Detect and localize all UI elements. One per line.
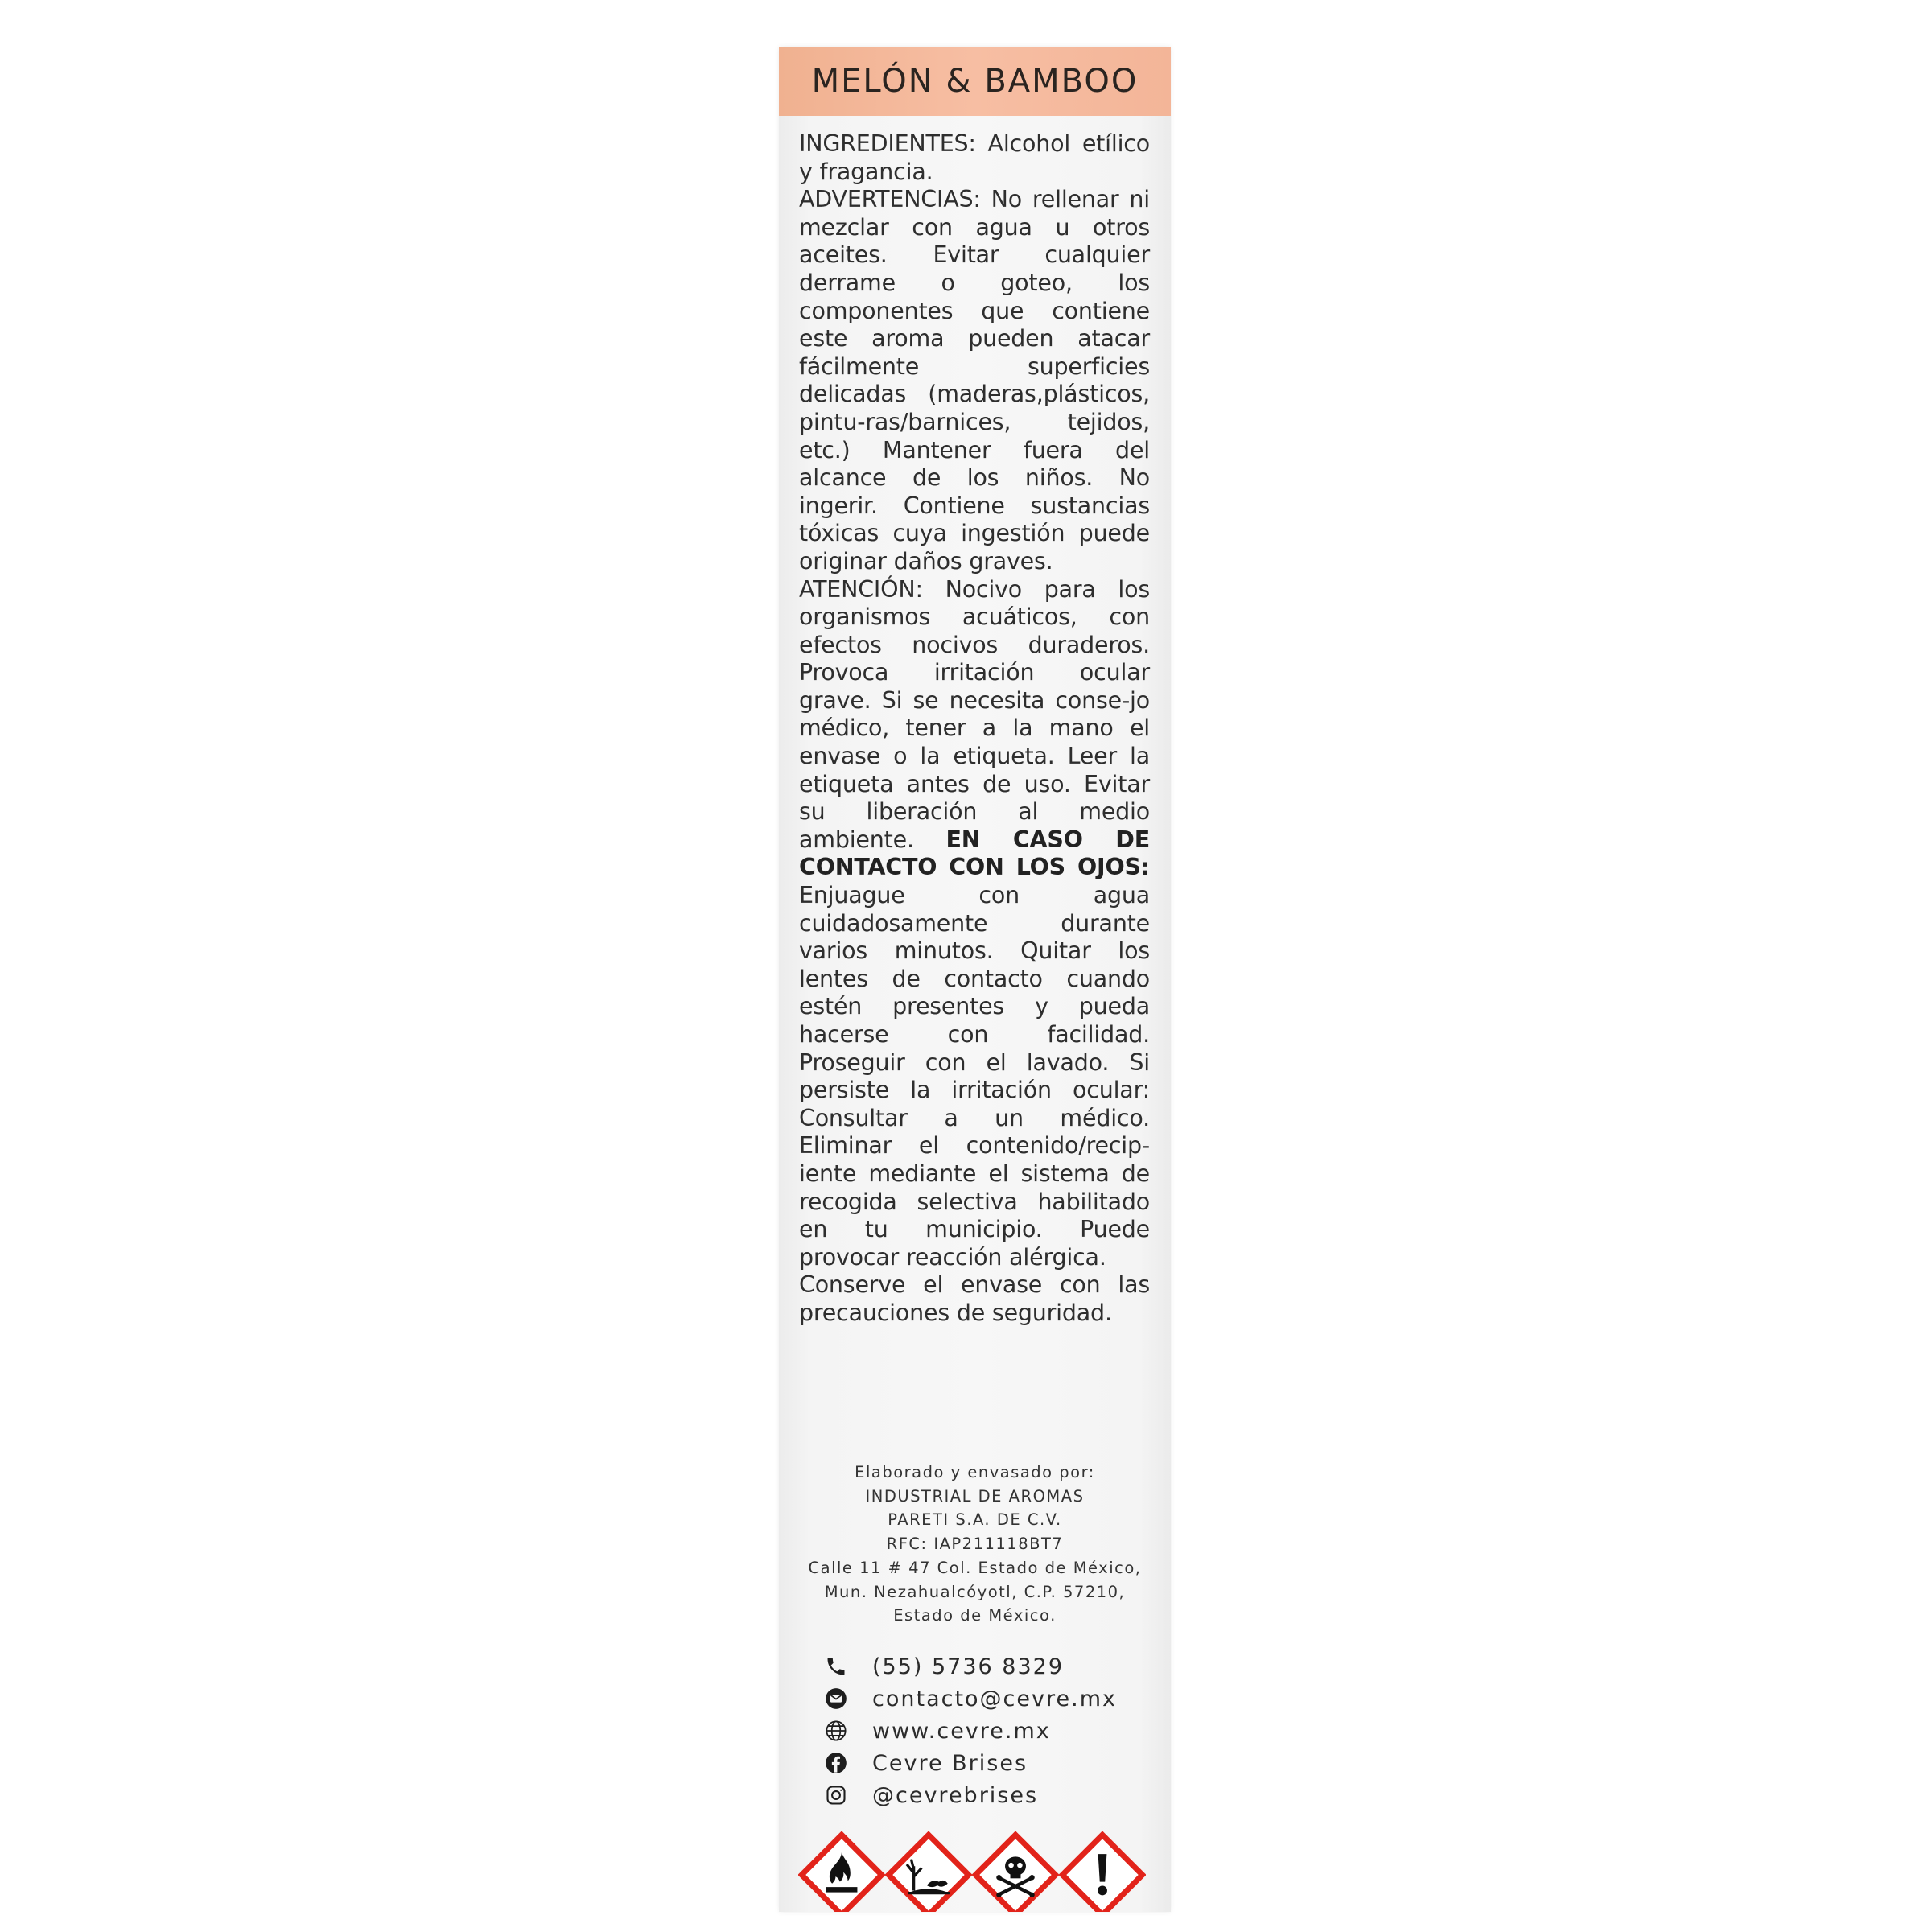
instagram-icon <box>824 1783 848 1807</box>
website-url: www.cevre.mx <box>872 1718 1051 1744</box>
facebook-icon <box>824 1751 848 1775</box>
manufacturer-info <box>779 1460 1171 1628</box>
email-address: contacto@cevre.mx <box>872 1686 1117 1712</box>
maker-line: INDUSTRIAL DE AROMAS <box>865 1486 1085 1506</box>
eyes-label: EN CASO DE CONTACTO CON LOS OJOS: <box>799 826 1150 881</box>
maker-line: Calle 11 # 47 Col. Estado de México, <box>808 1558 1142 1577</box>
contact-website <box>824 1715 1162 1747</box>
maker-line: Estado de México. <box>893 1606 1057 1625</box>
maker-line: RFC: IAP211118BT7 <box>886 1534 1064 1554</box>
ingredients-label: INGREDIENTES: <box>799 130 976 157</box>
email-icon <box>824 1687 848 1711</box>
flame-hazard-icon <box>798 1831 885 1912</box>
contact-phone <box>824 1650 1162 1683</box>
instagram-handle: @cevrebrises <box>872 1782 1039 1808</box>
warnings-label: ADVERTENCIAS: <box>799 186 981 213</box>
product-name-banner <box>779 47 1171 116</box>
eyes-text: Enjuague con agua cuidadosamente durante varios minutos. Quitar los lentes de contacto cuando estén presentes y pueda hacerse con facilidad. Proseguir con el lavado. Si persiste la irritación ocular: Consultar a un médico. Eliminar el contenido/recip-iente mediante el sistema de recogida selectiva habilitado en tu municipio. Puede provocar reacción alérgica. <box>799 882 1150 1271</box>
phone-icon <box>824 1654 848 1679</box>
contact-facebook <box>824 1747 1162 1779</box>
ingredients-text: Alcohol etílico y fragancia. <box>799 130 1150 185</box>
maker-line: Mun. Nezahualcóyotl, C.P. 57210, <box>824 1582 1126 1601</box>
warnings-text: No rellenar ni mezclar con agua u otros aceites. Evitar cualquier derrame o goteo, los componentes que contiene este aroma pueden atacar fácilmente superficies delicadas (maderas,plásticos, pintu-ras/barnices, tejidos, etc.) Mantener fuera del alcance de los niños. No ingerir. Contiene sustancias tóxicas cuya ingestión puede originar daños graves. <box>799 186 1150 575</box>
ingredients-paragraph <box>799 130 1150 186</box>
conserve-paragraph: Conserve el envase con las precauciones de seguridad. <box>799 1271 1150 1326</box>
contact-email <box>824 1683 1162 1715</box>
exclamation-hazard-icon <box>1059 1831 1146 1912</box>
product-name: MELÓN & BAMBOO <box>811 63 1139 100</box>
warning-text-block <box>799 130 1150 1328</box>
attention-paragraph <box>799 576 1150 1272</box>
facebook-handle: Cevre Brises <box>872 1750 1028 1776</box>
contact-list <box>824 1650 1162 1811</box>
maker-line: PARETI S.A. DE C.V. <box>888 1510 1062 1530</box>
attention-label: ATENCIÓN: <box>799 575 923 603</box>
contact-instagram <box>824 1779 1162 1811</box>
skull-hazard-icon <box>972 1831 1059 1912</box>
hazard-pictograms <box>798 1831 1152 1912</box>
warnings-paragraph <box>799 186 1150 575</box>
attention-text: Nocivo para los organismos acuáticos, con efectos nocivos duraderos. Provoca irritación ocular grave. Si se necesita conse-jo médico, tener a la mano el envase o la etiqueta. Leer la etiqueta antes de uso. Evitar su liberación al medio ambiente. <box>799 575 1150 853</box>
product-box-side-panel <box>779 47 1171 1912</box>
phone-number: (55) 5736 8329 <box>872 1654 1065 1679</box>
environment-hazard-icon <box>885 1831 972 1912</box>
globe-icon <box>824 1719 848 1743</box>
maker-line: Elaborado y envasado por: <box>855 1463 1095 1481</box>
